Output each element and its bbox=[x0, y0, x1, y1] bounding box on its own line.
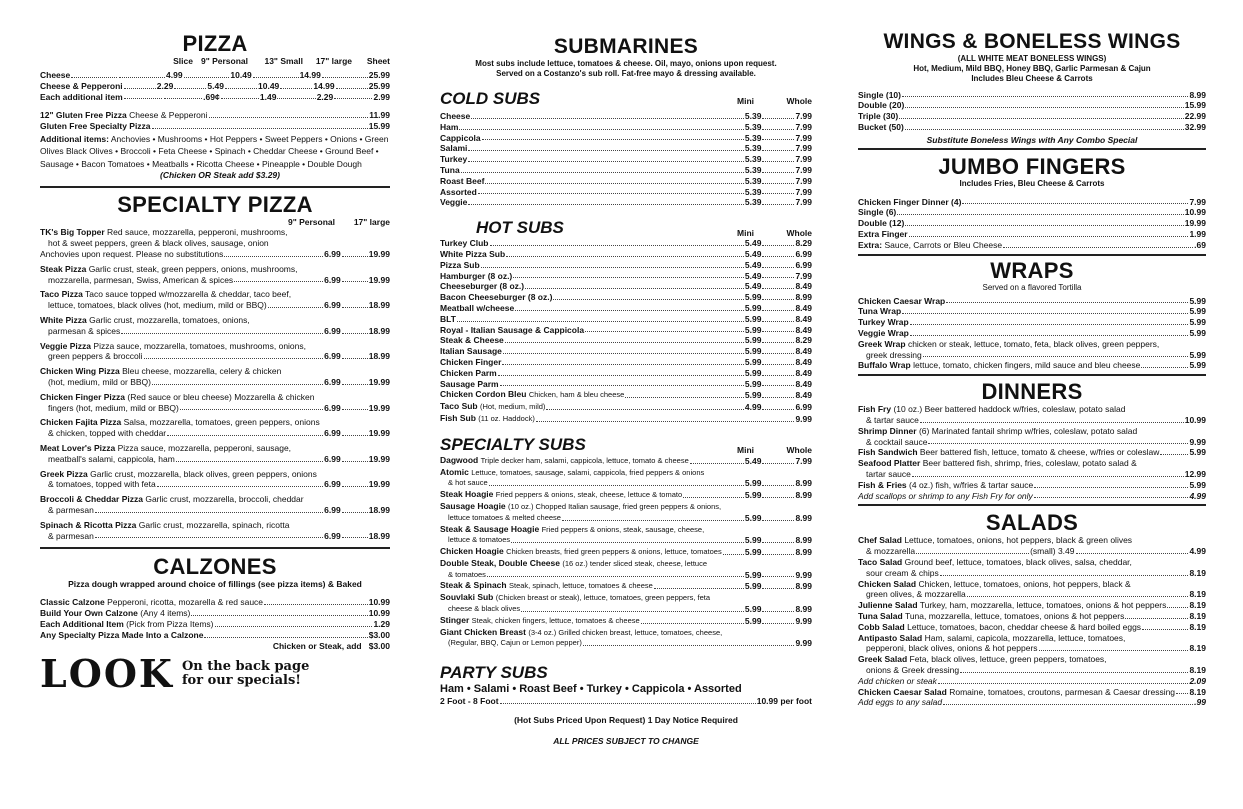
pizza-header: 13" Small bbox=[264, 56, 303, 66]
hot-sub-item: Italian Sausage 5.99 8.49 bbox=[440, 346, 812, 357]
calzone-item: Any Specialty Pizza Made Into a Calzone $3.00 bbox=[40, 629, 390, 640]
salad-item: Tuna Salad Tuna, mozzarella, lettuce, tomatoes, onions & hot peppers 8.19 bbox=[858, 611, 1206, 621]
salads-list bbox=[858, 535, 1206, 675]
divider bbox=[858, 504, 1206, 506]
cold-sub-item: Ham 5.39 7.99 bbox=[440, 121, 812, 132]
pizza-title: PIZZA bbox=[182, 31, 248, 56]
wrap-item: Turkey Wrap 5.99 bbox=[858, 317, 1206, 328]
column-middle bbox=[440, 30, 812, 746]
cold-subs-list bbox=[440, 111, 812, 208]
specialty-sub-item: Souvlaki Sub (Chicken breast or steak), lettuce, tomatoes, green peppers, feta cheese & black olives 5.99 8.99 bbox=[440, 592, 812, 615]
specialty-sub-item: Steak & Sausage Hoagie Fried peppers & onions, steak, sausage, cheese, lettuce & tomatoes 5.99 8.99 bbox=[440, 523, 812, 546]
dinners-add-row: Add scallops or shrimp to any Fish Fry for only 4.99 bbox=[858, 490, 1206, 501]
hot-sub-item: Steak & Cheese 5.99 8.29 bbox=[440, 335, 812, 346]
hot-sub-item: Turkey Club 5.49 8.29 bbox=[440, 238, 812, 249]
hot-sub-item: Chicken Parm 5.99 8.49 bbox=[440, 367, 812, 378]
pizza-header: Sheet bbox=[366, 56, 390, 66]
wrap-item: Buffalo Wrap lettuce, tomato, chicken fingers, mild sauce and bleu cheese 5.99 bbox=[858, 360, 1206, 371]
cold-sub-item: Salami 5.39 7.99 bbox=[440, 143, 812, 154]
prices-change-note: ALL PRICES SUBJECT TO CHANGE bbox=[553, 736, 699, 747]
specialty-sub-item: Sausage Hoagie (10 oz.) Chopped Italian sausage, fried green peppers & onions, lettuce tomatoes & melted cheese 5.99 8.99 bbox=[440, 500, 812, 523]
hot-sub-item: Chicken Cordon Bleu Chicken, ham & bleu cheese 5.99 8.49 bbox=[440, 389, 812, 401]
gluten-row: 12" Gluten Free Pizza Cheese & Pepperoni 11.99 bbox=[40, 110, 390, 121]
look-banner bbox=[40, 651, 390, 697]
hot-sub-item: Fish Sub (11 oz. Haddock) 9.99 bbox=[440, 412, 812, 424]
submarines-subtitle-2: Served on a Costanzo's sub roll. Fat-free mayo & dressing available. bbox=[496, 69, 756, 78]
wrap-item: Chicken Caesar Wrap 5.99 bbox=[858, 295, 1206, 306]
wrap-item: Greek Wrap chicken or steak, lettuce, tomato, feta, black olives, green peppers, greek dressing 5.99 bbox=[858, 338, 1206, 360]
submarines-subtitle-1: Most subs include lettuce, tomatoes & cheese. Oil, mayo, onions upon request. bbox=[475, 59, 777, 68]
salad-item: Cobb Salad Lettuce, tomatoes, bacon, cheddar cheese & hard boiled eggs 8.19 bbox=[858, 621, 1206, 632]
jumbo-finger-item: Chicken Finger Dinner (4) 7.99 bbox=[858, 196, 1206, 207]
specialty-sub-item: Dagwood Triple decker ham, salami, cappicola, lettuce, tomato & cheese 5.49 7.99 bbox=[440, 454, 812, 466]
wings-subtitle-1: (ALL WHITE MEAT BONELESS WINGS) bbox=[957, 54, 1107, 63]
pizza-price-table bbox=[40, 70, 390, 102]
wraps-subtitle: Served on a flavored Tortilla bbox=[982, 282, 1082, 292]
jumbo-finger-item: Extra Finger 1.99 bbox=[858, 229, 1206, 240]
wings-subtitle-2: Hot, Medium, Mild BBQ, Honey BBQ, Garlic Parmesan & Cajun bbox=[913, 63, 1151, 73]
divider bbox=[858, 374, 1206, 376]
specialty-sub-item: Chicken Hoagie Chicken breasts, fried green peppers & onions, lettuce, tomatoes 5.99 8.99 bbox=[440, 546, 812, 558]
jumbo-fingers-list bbox=[858, 197, 1206, 240]
salad-item: Chef Salad Lettuce, tomatoes, onions, hot peppers, black & green olives & mozzarella (small) 3.49 4.99 bbox=[858, 535, 1206, 557]
hot-sub-item: Hamburger (8 oz.) 5.49 7.99 bbox=[440, 270, 812, 281]
cold-sub-item: Assorted 5.39 7.99 bbox=[440, 186, 812, 197]
specialty-sub-item: Atomic Lettuce, tomatoes, sausage, salami, cappicola, fried peppers & onions & hot sauce 5.99 8.99 bbox=[440, 466, 812, 489]
wings-item: Bucket (50) 32.99 bbox=[858, 121, 1206, 132]
hot-sub-item: White Pizza Sub 5.49 6.99 bbox=[440, 248, 812, 259]
specialty-pizza-item: White Pizza Garlic crust, mozzarella, tomatoes, onions, parmesan & spices 6.99 18.99 bbox=[40, 315, 390, 336]
party-subs-price-row: 2 Foot - 8 Foot 10.99 per foot bbox=[440, 696, 812, 707]
specialty-subs-header: SPECIALTY SUBS Mini Whole bbox=[440, 434, 812, 455]
specialty-subs-list bbox=[440, 455, 812, 650]
calzones-subtitle: Pizza dough wrapped around choice of fillings (see pizza items) & Baked bbox=[68, 579, 362, 590]
dinner-item: Shrimp Dinner (6) Marinated fantail shrimp w/fries, coleslaw, potato salad & cocktail sauce 9.99 bbox=[858, 425, 1206, 447]
cold-sub-item: Turkey 5.39 7.99 bbox=[440, 154, 812, 165]
wings-item: Triple (30) 22.99 bbox=[858, 111, 1206, 122]
column-right bbox=[858, 30, 1206, 708]
salad-item: Greek Salad Feta, black olives, lettuce, green peppers, tomatoes, onions & Greek dressing 8.19 bbox=[858, 654, 1206, 675]
pizza-header: Slice bbox=[173, 56, 193, 66]
cold-subs-title: COLD SUBS bbox=[440, 89, 541, 108]
dinner-item: Fish Sandwich Beer battered fish, lettuce, tomato & cheese, w/fries or coleslaw 5.99 bbox=[858, 447, 1206, 458]
salad-caesar: Chicken Caesar Salad Romaine, tomatoes, croutons, parmesan & Caesar dressing 8.19 bbox=[858, 686, 1206, 697]
wings-subtitle-3: Includes Bleu Cheese & Carrots bbox=[971, 73, 1093, 83]
chicken-steak-note: (Chicken OR Steak add $3.29) bbox=[160, 170, 280, 181]
party-subs-title: PARTY SUBS bbox=[440, 663, 548, 683]
dinners-list bbox=[858, 404, 1206, 490]
specialty-pizza-item: Chicken Fajita Pizza Salsa, mozzarella, tomatoes, green peppers, onions & chicken, topped with cheddar 6.99 19.99 bbox=[40, 417, 390, 439]
wings-title: WINGS & BONELESS WINGS bbox=[883, 30, 1181, 53]
specialty-pizza-item: Meat Lover's Pizza Pizza sauce, mozzarella, pepperoni, sausage, meatball's salami, cappicola, ham 6.99 19.99 bbox=[40, 443, 390, 464]
dinners-title: DINNERS bbox=[981, 379, 1083, 405]
jumbo-extra-row: Extra: Sauce, Carrots or Bleu Cheese .69 bbox=[858, 239, 1206, 250]
wings-item: Single (10) 8.99 bbox=[858, 89, 1206, 100]
specialty-pizza-title: SPECIALTY PIZZA bbox=[117, 192, 313, 218]
specialty-pizza-item: Steak Pizza Garlic crust, steak, green peppers, onions, mushrooms, mozzarella, parmesan, Swiss, American & spices 6.99 19.99 bbox=[40, 263, 390, 285]
submarines-title: SUBMARINES bbox=[553, 35, 699, 58]
calzones-list bbox=[40, 597, 390, 640]
specialty-pizza-list bbox=[40, 227, 390, 541]
jumbo-finger-item: Single (6) 10.99 bbox=[858, 207, 1206, 218]
salad-item: Taco Salad Ground beef, lettuce, tomatoes, black olives, salsa, cheddar, sour cream & chips 8.19 bbox=[858, 557, 1206, 578]
wings-note: Substitute Boneless Wings with Any Combo Special bbox=[926, 134, 1138, 145]
dinner-item: Fish & Fries (4 oz.) fish, w/fries & tartar sauce 5.99 bbox=[858, 479, 1206, 490]
hot-sub-item: Chicken Finger 5.99 8.49 bbox=[440, 356, 812, 367]
pizza-row: Each additional item .69¢ 1.49 2.29 2.99 bbox=[40, 91, 391, 102]
specialty-sub-item: Steak Hoagie Fried peppers & onions, steak, cheese, lettuce & tomato 5.99 8.99 bbox=[440, 489, 812, 501]
calzone-chicken-steak: Chicken or Steak, add $3.00 bbox=[272, 640, 390, 651]
hot-sub-item: Taco Sub (Hot, medium, mild) 4.99 6.99 bbox=[440, 401, 812, 413]
jumbo-fingers-subtitle: Includes Fries, Bleu Cheese & Carrots bbox=[959, 178, 1105, 188]
additional-items: Additional items: Anchovies • Mushrooms • Hot Peppers • Sweet Peppers • Onions • Green Olives Black Olives • Broccoli • Feta Cheese • Spinach • Cheddar Cheese • Ground Beef • Sausage • Bacon Tomatoes • Meatballs • Ricotta Cheese • Pineapple • Double Dough bbox=[40, 133, 389, 169]
hot-sub-item: Pizza Sub 5.49 6.99 bbox=[440, 259, 812, 270]
hot-sub-item: Meatball w/cheese 5.99 8.49 bbox=[440, 302, 812, 313]
wraps-list bbox=[858, 296, 1206, 372]
specialty-sub-item: Steak & Spinach Steak, spinach, lettuce, tomatoes & cheese 5.99 8.99 bbox=[440, 580, 812, 592]
jumbo-fingers-title: JUMBO FINGERS bbox=[938, 153, 1126, 179]
hot-sub-item: Cheeseburger (8 oz.) 5.49 8.49 bbox=[440, 281, 812, 292]
wrap-item: Tuna Wrap 5.99 bbox=[858, 306, 1206, 317]
hot-sub-item: BLT 5.99 8.49 bbox=[440, 313, 812, 324]
gluten-row: Gluten Free Specialty Pizza 15.99 bbox=[40, 121, 390, 132]
salad-add-eggs: Add eggs to any salad .99 bbox=[858, 697, 1206, 708]
party-subs-note: (Hot Subs Priced Upon Request) 1 Day Notice Required bbox=[514, 715, 738, 726]
divider bbox=[40, 186, 390, 188]
cold-subs-header: COLD SUBS Mini Whole bbox=[440, 89, 812, 108]
calzone-item: Classic Calzone Pepperoni, ricotta, mozarella & red sauce 10.99 bbox=[40, 597, 390, 608]
salad-item: Julienne Salad Turkey, ham, mozzarella, lettuce, tomatoes, onions & hot peppers 8.19 bbox=[858, 600, 1206, 611]
specialty-pizza-item: Veggie Pizza Pizza sauce, mozzarella, tomatoes, mushrooms, onions, green peppers & broccoli 6.99 18.99 bbox=[40, 340, 390, 362]
hot-sub-item: Royal - Italian Sausage & Cappicola 5.99 8.49 bbox=[440, 324, 812, 335]
salad-item: Chicken Salad Chicken, lettuce, tomatoes, onions, hot peppers, black & green olives, & mozzarella 8.19 bbox=[858, 578, 1206, 600]
dinner-item: Fish Fry (10 oz.) Beer battered haddock w/fries, coleslaw, potato salad & tartar sauce 10.99 bbox=[858, 404, 1206, 426]
jumbo-finger-item: Double (12) 19.99 bbox=[858, 218, 1206, 229]
wings-item: Double (20) 15.99 bbox=[858, 100, 1206, 111]
wraps-title: WRAPS bbox=[990, 257, 1074, 283]
specialty-subs-title: SPECIALTY SUBS bbox=[440, 434, 586, 454]
specialty-pizza-item: Greek Pizza Garlic crust, mozzarella, black olives, green peppers, onions & tomatoes, topped with feta 6.99 19.99 bbox=[40, 468, 390, 490]
wings-list bbox=[858, 90, 1206, 133]
cold-sub-item: Roast Beef 5.39 7.99 bbox=[440, 175, 812, 186]
specialty-pizza-item: Chicken Wing Pizza Bleu cheese, mozzarella, celery & chicken (hot, medium, mild or BBQ) 6.99 19.99 bbox=[40, 366, 390, 388]
specialty-pizza-item: TK's Big Topper Red sauce, mozzarella, pepperoni, mushrooms, hot & sweet peppers, green & black olives, sausage, onion Anchovies upon request. Please no substitutions 6.99 19.99 bbox=[40, 227, 390, 260]
salad-add-chicken: Add chicken or steak 2.09 bbox=[858, 675, 1206, 686]
cold-sub-item: Veggie 5.39 7.99 bbox=[440, 197, 812, 208]
specialty-pizza-item: Spinach & Ricotta Pizza Garlic crust, mozzarella, spinach, ricotta & parmesan 6.99 18.99 bbox=[40, 519, 390, 541]
hot-subs-title: HOT SUBS bbox=[476, 218, 564, 238]
hot-subs-header: HOT SUBS Mini Whole bbox=[440, 218, 812, 238]
hot-sub-item: Bacon Cheeseburger (8 oz.) 5.99 8.99 bbox=[440, 292, 812, 303]
column-left bbox=[40, 30, 391, 697]
look-text: On the back page for our specials! bbox=[181, 659, 310, 689]
pizza-header: 9" Personal bbox=[200, 56, 248, 66]
pizza-headers bbox=[40, 56, 390, 66]
calzones-title: CALZONES bbox=[153, 554, 277, 580]
look-word: LOOK bbox=[40, 651, 174, 697]
pizza-row: Cheese 4.99 10.49 14.99 25.99 bbox=[40, 70, 391, 80]
specialty-pizza-item: Taco Pizza Taco sauce topped w/mozzarella & cheddar, taco beef, lettuce, tomatoes, black olives (hot, medium, mild or BBQ) 6.99 18.99 bbox=[40, 289, 390, 311]
hot-sub-item: Sausage Parm 5.99 8.49 bbox=[440, 378, 812, 389]
specialty-sub-item: Giant Chicken Breast (3-4 oz.) Grilled chicken breast, lettuce, tomatoes, cheese, (Regular, BBQ, Cajun or Lemon pepper) 9.99 bbox=[440, 626, 812, 649]
calzone-item: Each Additional Item (Pick from Pizza Items) 1.29 bbox=[40, 619, 390, 629]
divider bbox=[40, 547, 390, 549]
calzone-item: Build Your Own Calzone (Any 4 items) 10.99 bbox=[40, 608, 390, 619]
party-subs-list: Ham • Salami • Roast Beef • Turkey • Cappicola • Assorted bbox=[440, 683, 742, 696]
specialty-pizza-item: Chicken Finger Pizza (Red sauce or bleu cheese) Mozzarella & chicken fingers (hot, medium, mild or BBQ) 6.99 19.99 bbox=[40, 391, 390, 413]
cold-sub-item: Cappicola 5.39 7.99 bbox=[440, 132, 812, 143]
specialty-pizza-headers: 9" Personal 17" large bbox=[287, 217, 390, 228]
divider bbox=[858, 254, 1206, 256]
pizza-row: Cheese & Pepperoni 2.29 5.49 10.49 14.99 25.99 bbox=[40, 80, 390, 91]
dinner-item: Seafood Platter Beer battered fish, shrimp, fries, coleslaw, potato salad & tartar sauce 12.99 bbox=[858, 458, 1206, 480]
cold-sub-item: Tuna 5.39 7.99 bbox=[440, 164, 812, 175]
cold-sub-item: Cheese 5.39 7.99 bbox=[440, 111, 812, 121]
specialty-pizza-item: Broccoli & Cheddar Pizza Garlic crust, mozzarella, broccoli, cheddar & parmesan 6.99 18.99 bbox=[40, 494, 390, 516]
salads-title: SALADS bbox=[985, 510, 1079, 536]
salad-item: Antipasto Salad Ham, salami, capicola, mozzarella, lettuce, tomatoes, pepperoni, black olives, onions & hot peppers 8.19 bbox=[858, 632, 1206, 654]
wrap-item: Veggie Wrap 5.99 bbox=[858, 328, 1206, 339]
hot-subs-list bbox=[440, 238, 812, 425]
specialty-sub-item: Double Steak, Double Cheese (16 oz.) tender sliced steak, cheese, lettuce & tomatoes 5.99 9.99 bbox=[440, 557, 812, 580]
specialty-sub-item: Stinger Steak, chicken fingers, lettuce, tomatoes & cheese 5.99 9.99 bbox=[440, 614, 812, 626]
divider bbox=[858, 148, 1206, 150]
pizza-header: 17" large bbox=[315, 56, 352, 66]
